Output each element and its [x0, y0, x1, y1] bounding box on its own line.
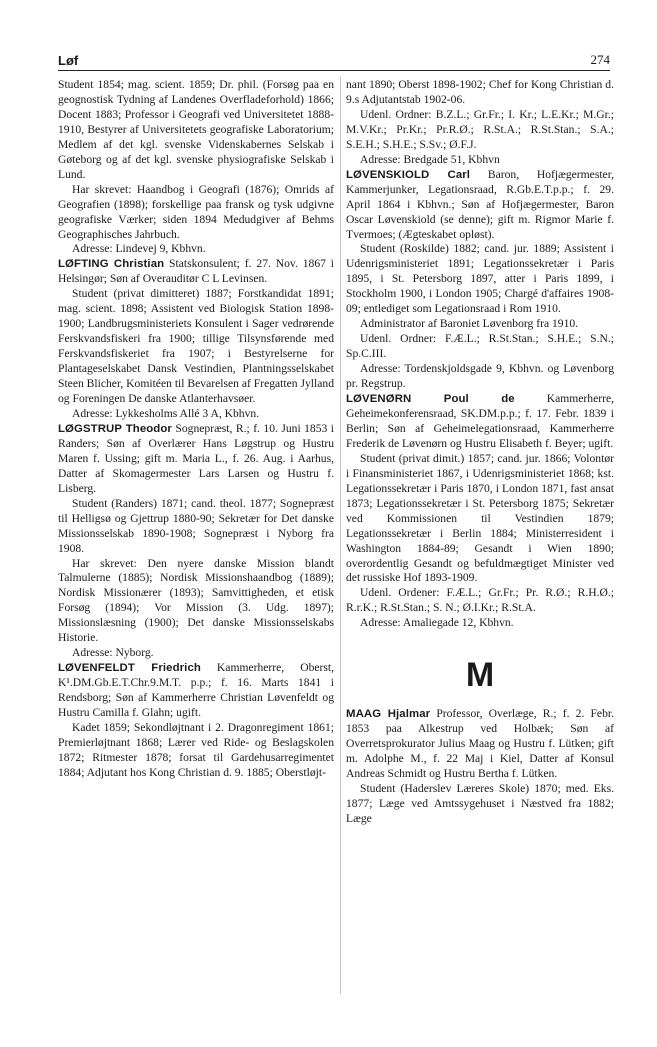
entry-intro [58, 422, 334, 497]
entry-intro [58, 257, 334, 287]
entry-intro-text: Kammerherre, Geheimekonferensraad, SK.DM.p.p.; f. 17. Febr. 1839 i Berlin; Søn af Geheimelegationsraad, Kammerherre Frederik de Løvenørn og Hustru Elisabeth f. Beyer; ugift. [346, 392, 614, 450]
entry-text: Student 1854; mag. scient. 1859; Dr. phil. (Forsøg paa en geognostisk Tydning af Landenes Overfladeforhold) 1866; Docent 1883; Professor i Geografi ved Universitetet 1888-1910, Bestyrer af Universitetets geografiske Laboratorium; Medlem af det kgl. svenske Videnskabernes Selskab i Gøteborg og af det kgl. svenske physiografiske Selskab i Lund. [58, 78, 334, 181]
page-number: 274 [590, 52, 610, 67]
entry-intro-text: Kammerherre, Oberst, K¹.DM.Gb.E.T.Chr.9.M.T. p.p.; f. 16. Marts 1841 i Rendsborg; Søn af Kammerherre Christian Løvenfeldt og Hustru Camilla f. Glahn; ugift. [58, 661, 334, 720]
entry-intro-text: Baron, Hofjægermester, Kammerjunker, Legationsraad, R.Gb.E.T.p.p.; f. 29. April 1864 i Kbhvn.; Søn af Hofjægermester, Baron Oscar Løvenskiold (se denne); gift m. Rigmor Marie f. Tvermoes; (Ægteskabet opløst). [346, 167, 614, 241]
entry-text: nant 1890; Oberst 1898-1902; Chef for Kong Christian d. 9.s Adjutantstab 1902-06. [346, 78, 614, 106]
entry-text: Student (Haderslev Læreres Skole) 1870; med. Eks. 1877; Læge ved Amtssygehuset i Næstved fra 1882; Læge [346, 782, 614, 825]
column-divider [340, 76, 341, 994]
entry-intro-text: Professor, Overlæge, R.; f. 2. Febr. 1853 paa Alkestrup ved Holbæk; Søn af Overretsprokurator Julius Maag og Hustru f. Lütken; gift m. Adolphe M., f. 22 Maj i Kiel, Datter af Konsul Andreas Schmidt og Hustru Bertha f. Lütken. [346, 707, 614, 781]
entry-maag [346, 707, 614, 827]
running-head: Løf [58, 53, 79, 68]
entry-intro-text: Sognepræst, R.; f. 10. Juni 1853 i Randers; Søn af Overlærer Hans Løgstrup og Hustru Maren f. Ussing; gift m. Maria L., f. 26. Aug. i Aarhus, Datter af Skomagermester Lars Larsen og Hustru f. Lisberg. [58, 421, 334, 495]
entry-continuation [346, 78, 614, 168]
left-column [58, 78, 334, 781]
entry-text: Kadet 1859; Sekondløjtnant i 2. Dragonregiment 1861; Premierløjtnant 1868; Lærer ved Ride- og Beslagskolen 1872; Ritmester 1878; forsat til Gardehusarregimentet 1884; Adjutant hos Kong Christian d. 9. 1885; Oberstløjt- [58, 720, 334, 779]
page-header [58, 48, 610, 71]
entry-intro [346, 707, 614, 782]
right-column [346, 78, 614, 827]
entry-logstrup [58, 422, 334, 661]
entry-text: Har skrevet: Haandbog i Geografi (1876); Omrids af Geografien (1898); forskellige paa fransk og tysk udgivne geografiske Værker; siden 1894 Medudgiver af Behms Geographisches Jahrbuch. [58, 182, 334, 241]
entry-text: Udenl. Ordner: B.Z.L.; Gr.Fr.; I. Kr.; L.E.Kr.; M.Gr.; M.V.Kr.; Pr.Kr.; Pr.R.Ø.; R.St.A.; R.St.Stan.; S.A.; S.E.H.; S.H.E.; S.Sv.; Ø.F.J. [346, 107, 614, 151]
entry-address: Adresse: Tordenskjoldsgade 9, Kbhvn. og Løvenborg pr. Regstrup. [346, 362, 614, 391]
entry-name: LØVENSKIOLD Carl [346, 168, 471, 181]
entry-address: Adresse: Lindevej 9, Kbhvn. [72, 242, 206, 256]
entry-name: LØGSTRUP Theodor [58, 422, 172, 435]
entry-text: Student (Roskilde) 1882; cand. jur. 1889; Assistent i Udenrigsministeriet 1891; Legationssekretær i Paris 1895, i St. Petersborg 1897, atter i Paris 1899, i Stockholm 1900, i London 1905; Chargé d'affaires 1908-09; entlediget som Legationsraad i Rom 1910. [346, 242, 614, 316]
entry-name: LØFTING Christian [58, 258, 165, 271]
entry-lofting [58, 257, 334, 421]
entry-lovenfeldt [58, 661, 334, 781]
entry-text: Student (privat dimit.) 1857; cand. jur. 1866; Volontør i Finansministeriet 1867, i Udenrigsministeriet 1868; kst. Legationssekretær i Paris 1870, i London 1871, fast ansat 1873; Legationssekretær i St. Petersborg 1875; Sekretær ved Kommissionen til Vestindien 1879; Legationssekretær i Berlin 1884; Ministerresident i Washington 1884-89; Gesandt i Wien 1890; overordentlig Gesandt og befuldmægtiget Minister ved det russiske Hof 1893-1909. [346, 451, 614, 585]
entry-address: Adresse: Nyborg. [72, 646, 154, 660]
entry-name: LØVENFELDT Friedrich [58, 662, 201, 675]
entry-name: MAAG Hjalmar [346, 708, 431, 721]
entry-name: LØVENØRN Poul de [346, 393, 515, 406]
entry-intro [346, 392, 614, 452]
entry-continuation [58, 78, 334, 257]
section-letter: M [465, 656, 495, 695]
entry-intro-text: Statskonsulent; f. 27. Nov. 1867 i Helsingør; Søn af Overauditør C L Levinsen. [58, 257, 335, 286]
entry-text: Student (privat dimitteret) 1887; Forstkandidat 1891; mag. scient. 1898; Assistent ved Biologisk Station 1898-1900; Landbrugsministeriets Konsulent i Sager vedrørende Ferskvandsfiskeri fra 1900; tillige Tilsynsførende med Ferskvandsfiskeriet fra 1907; i Bestyrelserne for Plantageselskabet Dansk Vestindien, Plantningsselskabet Steen Blicher, Komitéen til Bevarelsen af Fregatten Jylland og Foreningen De danske Atlanterhavsøer. [58, 287, 334, 406]
entry-text: Administrator af Baroniet Løvenborg fra 1910. [360, 317, 579, 331]
entry-intro [346, 168, 614, 243]
entry-address: Adresse: Amaliegade 12, Kbhvn. [360, 616, 514, 630]
entry-intro [58, 661, 334, 721]
entry-address: Adresse: Bredgade 51, Kbhvn [360, 152, 500, 166]
entry-lovenskiold [346, 168, 614, 392]
entry-text: Udenl. Ordener: F.Æ.L.; Gr.Fr.; Pr. R.Ø.; R.H.Ø.; R.r.K.; R.St.Stan.; S. N.; Ø.I.Kr.; R.St.A. [346, 586, 614, 615]
entry-text: Student (Randers) 1871; cand. theol. 1877; Sognepræst til Helligsø og Gjettrup 1880-90; Sekretær for Det danske Missionsselskab 1890-1908; Sognepræst i Nyborg fra 1908. [58, 496, 334, 555]
entry-address: Adresse: Lykkesholms Allé 3 A, Kbhvn. [72, 406, 260, 420]
entry-lovenorn [346, 392, 614, 631]
entry-text: Udenl. Ordner: F.Æ.L.; R.St.Stan.; S.H.E.; S.N.; Sp.C.III. [346, 332, 614, 361]
entry-text: Har skrevet: Den nyere danske Mission blandt Talmulerne (1885); Nordisk Missionshaandbog (1889); Nordisk Missionærer (1893); Samvittigheden, et etisk Forsøg (1894); Vor Mission (3. Udg. 1897); Missionslæsning (1900); Det danske Missionsselskabs Historie. [58, 556, 334, 645]
